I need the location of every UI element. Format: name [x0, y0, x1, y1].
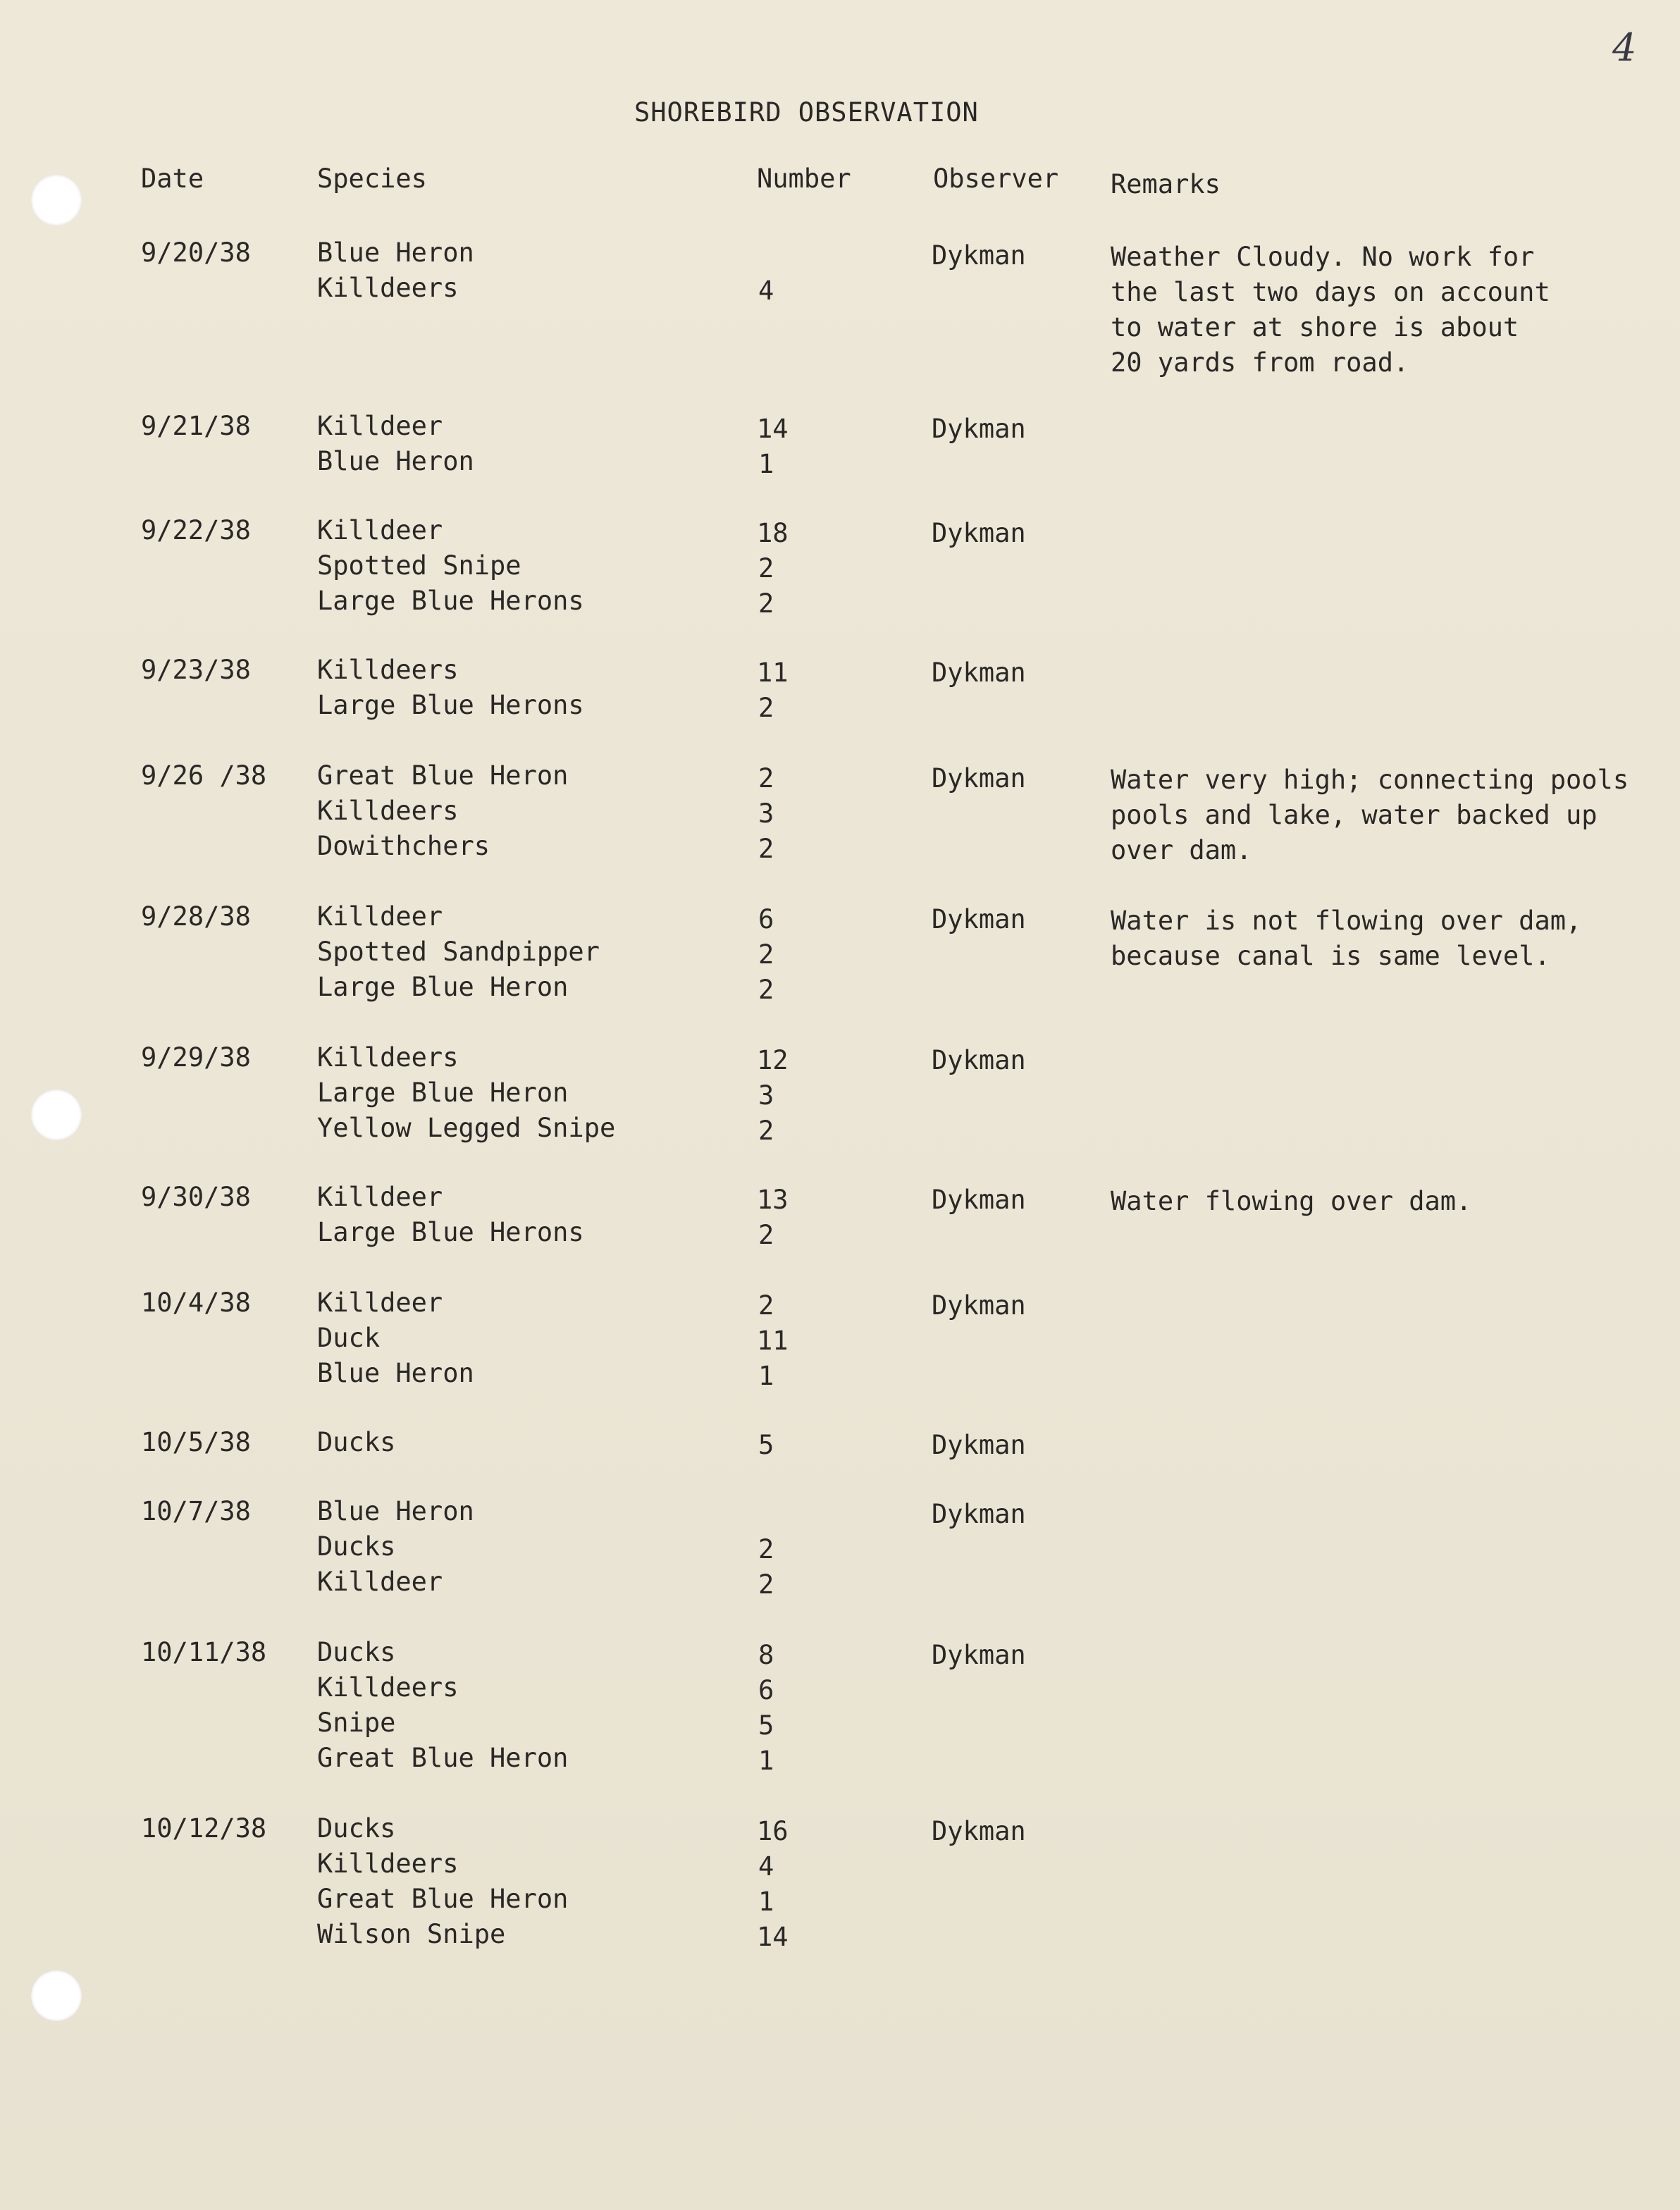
- entry-date: 9/20/38: [141, 237, 251, 268]
- entry-remark-line: 20 yards from road.: [1111, 347, 1409, 378]
- entry-species: Great Blue Heron: [317, 760, 569, 791]
- entry-date: 9/21/38: [141, 411, 251, 441]
- entry-species: Ducks: [317, 1427, 396, 1457]
- entry-species: Killdeers: [317, 1672, 459, 1703]
- entry-species: Blue Heron: [317, 237, 474, 268]
- entry-remark-line: Water flowing over dam.: [1111, 1186, 1472, 1216]
- entry-species: Blue Heron: [317, 446, 474, 476]
- entry-number: 11: [757, 1326, 789, 1356]
- entry-species: Large Blue Heron: [317, 1078, 569, 1108]
- entry-observer: Dykman: [932, 240, 1026, 271]
- entry-remark-line: pools and lake, water backed up: [1111, 800, 1598, 830]
- entry-observer: Dykman: [932, 763, 1026, 794]
- entry-remark-line: Water very high; connecting pools: [1111, 765, 1629, 795]
- page-title: SHOREBIRD OBSERVATION: [634, 97, 979, 128]
- entry-number: 2: [758, 1116, 774, 1146]
- entry-remark-line: Weather Cloudy. No work for: [1111, 242, 1535, 272]
- entry-species: Great Blue Heron: [317, 1884, 569, 1914]
- entry-species: Spotted Sandpipper: [317, 937, 600, 967]
- entry-observer: Dykman: [932, 518, 1026, 548]
- entry-species: Dowithchers: [317, 831, 490, 861]
- entry-species: Killdeers: [317, 1042, 459, 1073]
- entry-observer: Dykman: [932, 1816, 1026, 1846]
- entry-number: 2: [758, 834, 774, 864]
- entry-number: 3: [758, 1080, 774, 1111]
- entry-number: 2: [758, 1534, 774, 1564]
- entry-number: 2: [758, 1220, 774, 1250]
- header-date: Date: [141, 163, 204, 194]
- entry-number: 14: [757, 414, 789, 444]
- entry-number: 2: [758, 763, 774, 794]
- entry-species: Killdeers: [317, 796, 459, 826]
- entry-species: Ducks: [317, 1637, 396, 1667]
- entry-species: Spotted Snipe: [317, 550, 521, 581]
- entry-observer: Dykman: [932, 1640, 1026, 1670]
- entry-species: Killdeers: [317, 1848, 459, 1879]
- binder-hole-bottom: [31, 1970, 82, 2021]
- entry-species: Killdeer: [317, 901, 443, 932]
- entry-observer: Dykman: [932, 1430, 1026, 1460]
- entry-observer: Dykman: [932, 904, 1026, 934]
- entry-species: Ducks: [317, 1813, 396, 1844]
- entry-observer: Dykman: [932, 1290, 1026, 1321]
- entry-number: 5: [758, 1430, 774, 1460]
- entry-species: Large Blue Herons: [317, 690, 584, 720]
- entry-species: Killdeers: [317, 655, 459, 685]
- entry-number: 13: [757, 1185, 789, 1215]
- entry-number: 2: [758, 1290, 774, 1321]
- entry-number: 2: [758, 693, 774, 723]
- entry-date: 9/29/38: [141, 1042, 251, 1073]
- entry-number: 5: [758, 1710, 774, 1741]
- entry-number: 4: [758, 276, 774, 306]
- entry-species: Great Blue Heron: [317, 1743, 569, 1773]
- entry-species: Blue Heron: [317, 1496, 474, 1526]
- entry-species: Killdeer: [317, 515, 443, 545]
- entry-number: 2: [758, 1569, 774, 1600]
- header-number: Number: [757, 163, 851, 194]
- entry-date: 9/28/38: [141, 901, 251, 932]
- entry-species: Killdeer: [317, 1567, 443, 1597]
- page-number: 4: [1612, 25, 1637, 70]
- entry-number: 14: [757, 1922, 789, 1952]
- entry-remark-line: because canal is same level.: [1111, 941, 1550, 971]
- entry-remark-line: Water is not flowing over dam,: [1111, 906, 1582, 936]
- entry-species: Snipe: [317, 1708, 396, 1738]
- entry-date: 10/4/38: [141, 1288, 251, 1318]
- entry-number: 1: [758, 1361, 774, 1391]
- entry-date: 9/26 /38: [141, 760, 267, 791]
- entry-date: 10/5/38: [141, 1427, 251, 1457]
- entry-number: 2: [758, 975, 774, 1005]
- entry-number: 6: [758, 904, 774, 934]
- entry-species: Killdeers: [317, 273, 459, 303]
- entry-observer: Dykman: [932, 1499, 1026, 1529]
- entry-number: 4: [758, 1851, 774, 1882]
- entry-species: Large Blue Herons: [317, 586, 584, 616]
- entry-species: Yellow Legged Snipe: [317, 1113, 616, 1143]
- entry-species: Wilson Snipe: [317, 1919, 506, 1949]
- entry-species: Large Blue Heron: [317, 972, 569, 1002]
- entry-number: 3: [758, 798, 774, 829]
- entry-species: Large Blue Herons: [317, 1217, 584, 1247]
- entry-date: 10/11/38: [141, 1637, 267, 1667]
- entry-observer: Dykman: [932, 414, 1026, 444]
- header-species: Species: [317, 163, 427, 194]
- entry-date: 10/7/38: [141, 1496, 251, 1526]
- entry-number: 18: [757, 518, 789, 548]
- entry-species: Killdeer: [317, 411, 443, 441]
- entry-date: 9/30/38: [141, 1182, 251, 1212]
- entry-number: 1: [758, 449, 774, 479]
- entry-remark-line: the last two days on account: [1111, 277, 1550, 307]
- entry-number: 12: [757, 1045, 789, 1075]
- entry-species: Killdeer: [317, 1182, 443, 1212]
- entry-number: 6: [758, 1675, 774, 1705]
- entry-number: 1: [758, 1887, 774, 1917]
- entry-number: 8: [758, 1640, 774, 1670]
- header-remarks: Remarks: [1111, 169, 1221, 199]
- binder-hole-middle: [31, 1089, 82, 1140]
- entry-remark-line: over dam.: [1111, 835, 1252, 865]
- entry-date: 9/22/38: [141, 515, 251, 545]
- header-observer: Observer: [933, 163, 1059, 194]
- entry-number: 2: [758, 939, 774, 970]
- entry-observer: Dykman: [932, 1045, 1026, 1075]
- entry-species: Duck: [317, 1323, 381, 1353]
- entry-number: 2: [758, 588, 774, 619]
- binder-hole-top: [31, 175, 82, 226]
- entry-observer: Dykman: [932, 1185, 1026, 1215]
- entry-species: Ducks: [317, 1531, 396, 1562]
- entry-species: Blue Heron: [317, 1358, 474, 1388]
- entry-date: 9/23/38: [141, 655, 251, 685]
- entry-number: 16: [757, 1816, 789, 1846]
- entry-number: 11: [757, 658, 789, 688]
- entry-date: 10/12/38: [141, 1813, 267, 1844]
- entry-number: 2: [758, 553, 774, 584]
- entry-number: 1: [758, 1746, 774, 1776]
- entry-remark-line: to water at shore is about: [1111, 312, 1519, 342]
- entry-observer: Dykman: [932, 658, 1026, 688]
- entry-species: Killdeer: [317, 1288, 443, 1318]
